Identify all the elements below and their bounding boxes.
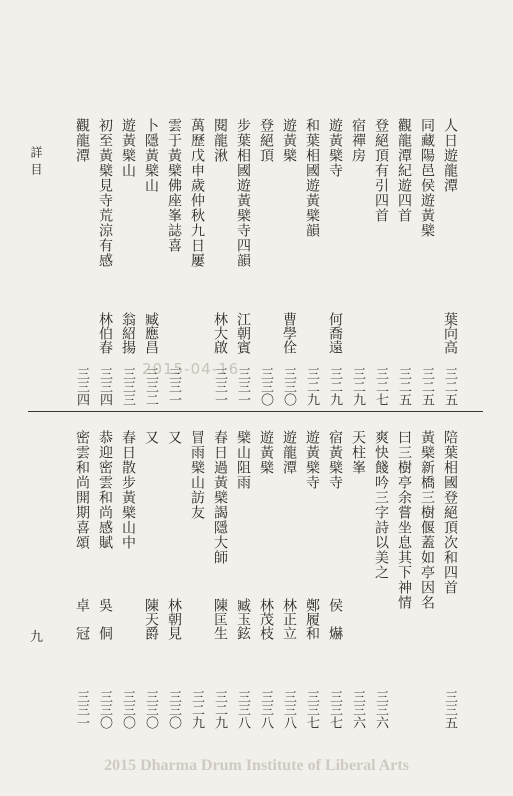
- entry-page-number: 三二五: [442, 367, 457, 406]
- entry-page-number: 三三三: [120, 367, 135, 406]
- entry-title: 步葉相國遊黃檗寺四韻: [235, 118, 251, 268]
- entry-title: 登絕頂有引四首: [373, 118, 389, 223]
- entry-title: 和葉相國遊黃檗韻: [304, 118, 320, 238]
- entry-page-number: 三三〇: [281, 367, 296, 406]
- entry-title: 曰三樹亭余嘗坐息其下神情: [396, 430, 412, 610]
- entry-title: 遊黃檗寺: [304, 430, 320, 490]
- entry-title: 遊黃檗山: [120, 118, 136, 178]
- entry-title: 檗山阻雨: [235, 430, 251, 490]
- entry-title: 春日散步黃檗山中: [120, 430, 136, 550]
- entry-page-number: 三三六: [373, 690, 388, 729]
- entry-title: 春日過黃檗謁隱大師: [212, 430, 228, 565]
- entry-page-number: 三二七: [373, 367, 388, 406]
- entry-author: 侯 爀: [327, 598, 343, 640]
- entry-page-number: 三三八: [258, 690, 273, 729]
- entry-page-number: 三三二: [143, 367, 158, 406]
- entry-page-number: 三三〇: [166, 690, 181, 729]
- entry-page-number: 三三七: [304, 690, 319, 729]
- entry-page-number: 三二五: [419, 367, 434, 406]
- entry-title: 恭迎密雲和尚感賦: [97, 430, 113, 550]
- entry-title: 密雲和尚開期喜頌: [74, 430, 90, 550]
- entry-author: 臧玉鉉: [235, 598, 251, 640]
- entry-author: 鄭履和: [304, 598, 320, 640]
- entry-title: 初至黃檗見寺荒涼有感: [97, 118, 113, 268]
- entry-title: 宿禪房: [350, 118, 366, 163]
- entry-title: 冒雨檗山訪友: [189, 430, 205, 520]
- entry-page-number: 三三四: [74, 367, 89, 406]
- entry-title: 觀龍潭紀遊四首: [396, 118, 412, 223]
- entry-author: 林大啟: [212, 312, 228, 354]
- entry-title: 爽快餞吟三字詩以美之: [373, 430, 389, 580]
- entry-page-number: 三三一: [212, 367, 227, 406]
- entry-page-number: 三二九: [350, 367, 365, 406]
- entry-page-number: 三二九: [212, 690, 227, 729]
- entry-author: 林伯春: [97, 312, 113, 354]
- entry-page-number: 三三一: [74, 690, 89, 729]
- entry-page-number: 三二五: [396, 367, 411, 406]
- entry-page-number: 三三八: [281, 690, 296, 729]
- date-stamp: 2015-04-16: [142, 360, 240, 378]
- entry-title: 同藏陽邑侯遊黃檗: [419, 118, 435, 238]
- entry-page-number: 三三八: [235, 690, 250, 729]
- entry-author: 葉向高: [442, 312, 458, 354]
- entry-author: 何喬遠: [327, 312, 343, 354]
- entry-title: 又: [166, 430, 182, 445]
- horizontal-divider: [28, 411, 483, 412]
- entry-author: 卓 冠: [74, 598, 90, 640]
- entry-page-number: 三三〇: [120, 690, 135, 729]
- entry-author: 陳天爵: [143, 598, 159, 640]
- entry-author: 陳匡生: [212, 598, 228, 640]
- entry-title: 萬歷戊申歲仲秋九日屢: [189, 118, 205, 268]
- entry-title: 天柱峯: [350, 430, 366, 475]
- entry-title: 又: [143, 430, 159, 445]
- entry-title: 宿黃檗寺: [327, 430, 343, 490]
- entry-title: 黃檗新橋三樹偃蓋如亭因名: [419, 430, 435, 610]
- entry-page-number: 三二九: [327, 367, 342, 406]
- entry-page-number: 三三〇: [258, 367, 273, 406]
- entry-title: 雲于黃檗佛座峯誌喜: [166, 118, 182, 253]
- entry-title: 陪葉相國登絕頂次和四首: [442, 430, 458, 595]
- entry-page-number: 三三七: [327, 690, 342, 729]
- entry-author: 曹學佺: [281, 312, 297, 354]
- entry-page-number: 三二九: [189, 690, 204, 729]
- entry-author: 林正立: [281, 598, 297, 640]
- entry-title: 觀龍潭: [74, 118, 90, 163]
- entry-title: 遊黃檗: [281, 118, 297, 163]
- entry-author: 臧應昌: [143, 312, 159, 354]
- entry-title: 遊龍潭: [281, 430, 297, 475]
- entry-page-number: 三三五: [442, 690, 457, 729]
- watermark: 2015 Dharma Drum Institute of Liberal Arts: [104, 757, 409, 774]
- entry-title: 閱龍湫: [212, 118, 228, 163]
- entry-page-number: 三三〇: [143, 690, 158, 729]
- entry-author: 林朝見: [166, 598, 182, 640]
- page-number: 九: [30, 630, 44, 645]
- entry-page-number: 三三一: [166, 367, 181, 406]
- entry-title: 卜隱黃檗山: [143, 118, 159, 193]
- entry-title: 遊黃檗寺: [327, 118, 343, 178]
- entry-page-number: 三三四: [97, 367, 112, 406]
- entry-author: 翁紹揚: [120, 312, 136, 354]
- section-label: 詳目: [29, 146, 43, 180]
- entry-title: 遊黃檗: [258, 430, 274, 475]
- entry-page-number: 三三〇: [97, 690, 112, 729]
- entry-author: 林茂枝: [258, 598, 274, 640]
- entry-author: 江朝賓: [235, 312, 251, 354]
- entry-page-number: 三二九: [304, 367, 319, 406]
- entry-page-number: 三三一: [235, 367, 250, 406]
- entry-page-number: 三三六: [350, 690, 365, 729]
- entry-author: 吳 侗: [97, 598, 113, 640]
- entry-title: 登絕頂: [258, 118, 274, 163]
- entry-title: 人日遊龍潭: [442, 118, 458, 193]
